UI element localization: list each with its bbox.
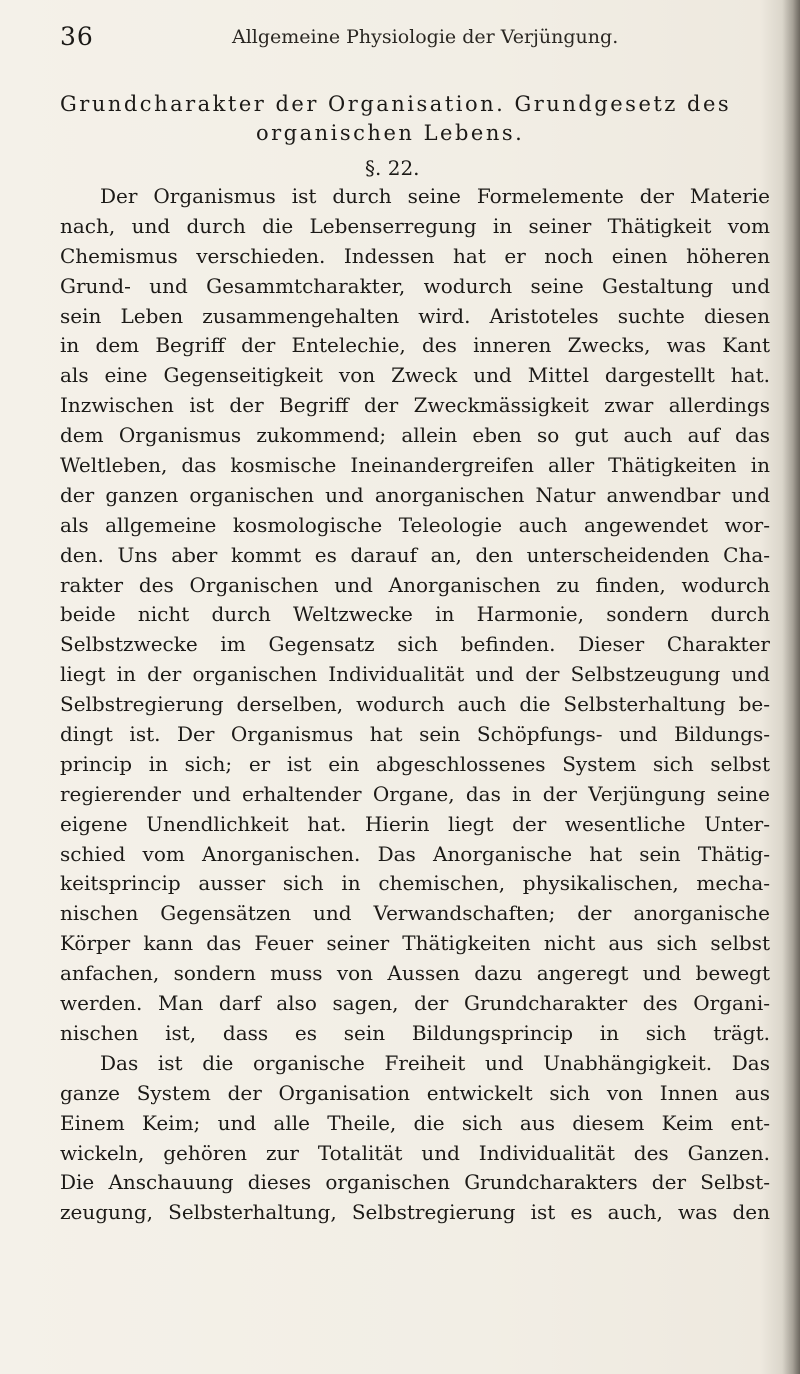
text-line: nischen ist, dass es sein Bildungsprincip in sich trägt. [60, 1020, 770, 1045]
text-line: beide nicht durch Weltzwecke in Harmonie, sondern durch [60, 602, 770, 627]
text-line: Selbstregierung derselben, wodurch auch die Selbsterhaltung be- [60, 692, 770, 717]
text-line: in dem Begriff der Entelechie, des inneren Zwecks, was Kant [60, 333, 770, 358]
text-line: Das ist die organische Freiheit und Unabhängigkeit. Das [100, 1050, 770, 1075]
text-line: ganze System der Organisation entwickelt sich von Innen aus [60, 1080, 770, 1105]
text-line: dingt ist. Der Organismus hat sein Schöpfungs- und Bildungs- [60, 722, 770, 747]
text-line: Der Organismus ist durch seine Formelemente der Materie [100, 184, 770, 208]
text-line: schied vom Anorganischen. Das Anorganische hat sein Thätig- [60, 841, 770, 866]
chapter-subheading: organischen Lebens. [256, 121, 525, 145]
text-line: rakter des Organischen und Anorganischen zu finden, wodurch [60, 572, 770, 597]
text-line: eigene Unendlichkeit hat. Hierin liegt der wesentliche Unter- [60, 811, 770, 836]
text-line: regierender und erhaltender Organe, das in der Verjüngung seine [60, 781, 770, 806]
text-line: anfachen, sondern muss von Aussen dazu angeregt und bewegt [60, 961, 770, 986]
text-line: als allgemeine kosmologische Teleologie auch angewendet wor- [60, 512, 770, 537]
text-line: als eine Gegenseitigkeit von Zweck und Mittel dargestellt hat. [60, 363, 770, 388]
text-line: den. Uns aber kommt es darauf an, den unterscheidenden Cha- [60, 542, 770, 567]
text-line: nach, und durch die Lebenserregung in seiner Thätigkeit vom [60, 213, 770, 238]
text-line: werden. Man darf also sagen, der Grundcharakter des Organi- [60, 991, 770, 1016]
section-number: §. 22. [365, 156, 420, 180]
body-text [60, 182, 770, 1228]
text-line: keitsprincip ausser sich in chemischen, physikalischen, mecha- [60, 871, 770, 896]
text-line: Weltleben, das kosmische Ineinandergreifen aller Thätigkeiten in [60, 453, 770, 478]
text-line: liegt in der organischen Individualität und der Selbstzeugung und [60, 662, 770, 687]
text-line: dem Organismus zukommend; allein eben so gut auch auf das [60, 423, 770, 448]
chapter-heading: Grundcharakter der Organisation. Grundgesetz des [60, 92, 732, 116]
page-header [60, 22, 760, 58]
text-line: Grund- und Gesammtcharakter, wodurch seine Gestaltung und [60, 273, 770, 298]
text-line: wickeln, gehören zur Totalität und Individualität des Ganzen. [60, 1140, 770, 1165]
text-line: Chemismus verschieden. Indessen hat er noch einen höheren [60, 243, 770, 268]
text-line: der ganzen organischen und anorganischen Natur anwendbar und [60, 482, 770, 507]
page-number: 36 [60, 22, 94, 51]
page-edge-shadow [782, 0, 800, 1374]
text-line: Körper kann das Feuer seiner Thätigkeiten nicht aus sich selbst [60, 931, 770, 956]
text-line: nischen Gegensätzen und Verwandschaften; der anorganische [60, 901, 770, 926]
text-line: Inzwischen ist der Begriff der Zweckmässigkeit zwar allerdings [60, 393, 770, 418]
text-line: Einem Keim; und alle Theile, die sich aus diesem Keim ent- [60, 1110, 770, 1135]
text-line: zeugung, Selbsterhaltung, Selbstregierung ist es auch, was den [60, 1200, 770, 1225]
text-line: princip in sich; er ist ein abgeschlossenes System sich selbst [60, 751, 770, 776]
text-line: sein Leben zusammengehalten wird. Aristoteles suchte diesen [60, 303, 770, 328]
text-line: Die Anschauung dieses organischen Grundcharakters der Selbst- [60, 1170, 770, 1195]
text-line: Selbstzwecke im Gegensatz sich befinden. Dieser Charakter [60, 632, 770, 657]
running-head: Allgemeine Physiologie der Verjüngung. [232, 26, 619, 48]
